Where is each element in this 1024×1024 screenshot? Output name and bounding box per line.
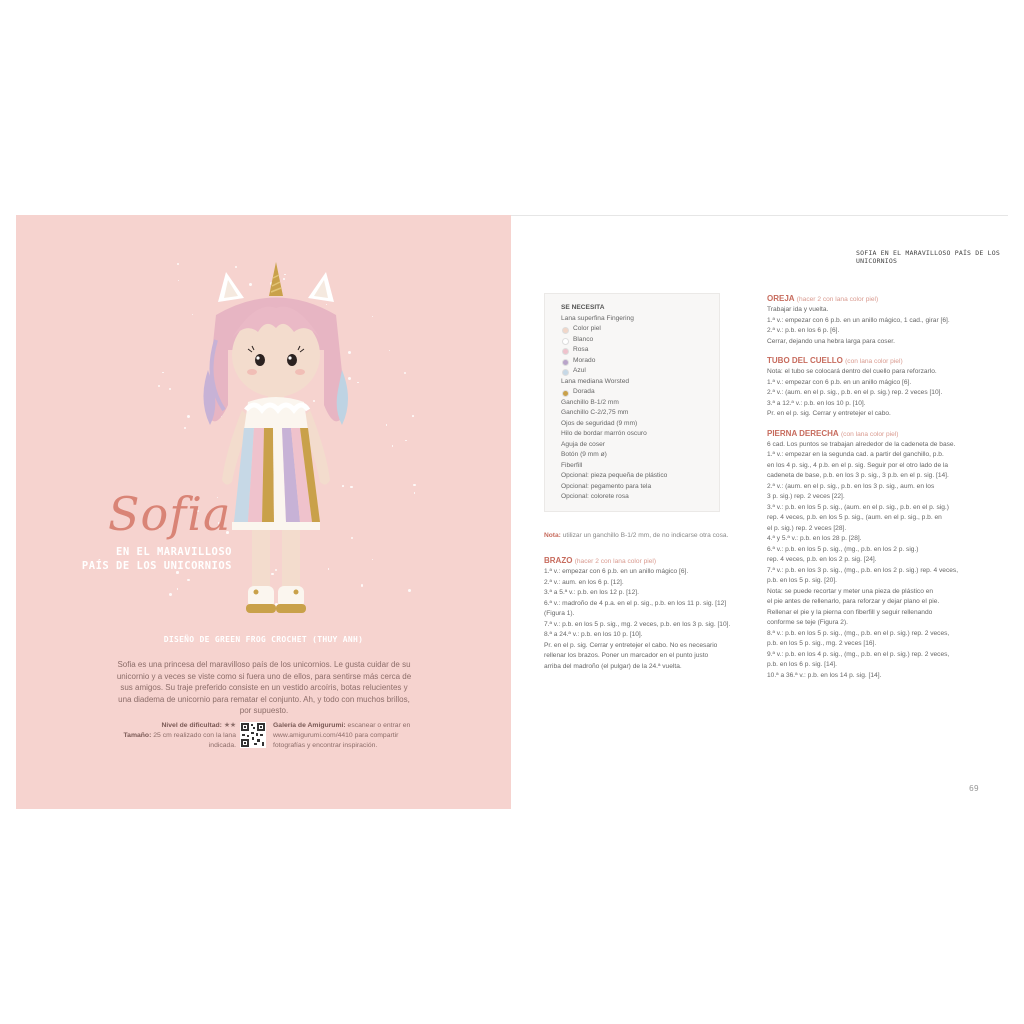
materials-color-item <box>561 356 719 367</box>
difficulty-value: ★★ <box>223 722 236 729</box>
subtitle-line: PAÍS DE LOS UNICORNIOS <box>81 560 232 572</box>
sparkle-icon <box>192 314 193 315</box>
note-text: utilizar un ganchillo B-1/2 mm, de no indicarse otra cosa. <box>562 532 729 539</box>
difficulty-label: Nivel de dificultad: <box>161 722 222 729</box>
sparkle-icon <box>162 372 164 374</box>
gallery-label: Galería de Amigurumi: <box>273 722 346 729</box>
instruction-line: rellenar los brazos. Poner un marcador en el punto justo <box>544 652 709 659</box>
materials-item: Aguja de coser <box>561 440 605 448</box>
instruction-line: 2.ª v.: (aum. en el p. sig., p.b. en los 3 p. sig., aum. en los <box>767 482 935 490</box>
materials-color-item <box>561 335 719 346</box>
materials-item: Opcional: pegamento para tela <box>561 482 652 490</box>
sparkle-icon <box>177 263 179 265</box>
instruction-line: 7.ª v.: p.b. en los 5 p. sig., mg. 2 veces, p.b. en los 3 p. sig. [10]. <box>544 620 731 628</box>
section-title <box>767 428 982 440</box>
materials-box <box>544 293 720 512</box>
note-label: Nota: <box>544 532 561 539</box>
size-value: 25 cm realizado con la lana indicada. <box>153 732 236 749</box>
pattern-meta <box>112 721 236 751</box>
color-name: Azul <box>573 367 586 374</box>
sparkle-icon <box>414 492 415 493</box>
instructions-column-left <box>544 531 749 680</box>
materials-item: Fiberfill <box>561 461 583 469</box>
instruction-line: p.b. en los 6 p. sig. [14]. <box>767 661 838 668</box>
instruction-line: el p. sig.) rep. 2 veces [28]. <box>767 524 847 532</box>
sparkle-icon <box>413 484 416 487</box>
instruction-line: 2.ª v.: (aum. en el p. sig., p.b. en el p. sig.) rep. 2 veces [10]. <box>767 389 943 396</box>
pattern-subtitle <box>72 545 232 573</box>
sparkle-icon <box>372 316 373 317</box>
instruction-line: p.b. en los 5 p. sig., mg. 2 veces [16]. <box>767 640 877 647</box>
instruction-line: 6.ª v.: p.b. en los 5 p. sig., (mg., p.b. en los 2 p. sig.) <box>767 545 919 553</box>
color-swatch-icon <box>562 348 569 355</box>
instruction-line: 3.ª a 12.ª v.: p.b. en los 10 p. [10]. <box>767 399 866 407</box>
instruction-line: 6 cad. Los puntos se trabajan alrededor de la cadeneta de base. <box>767 440 956 448</box>
instruction-line: 3 p. sig.) rep. 2 veces [22]. <box>767 493 845 500</box>
instruction-line: 8.ª a 24.ª v.: p.b. en los 10 p. [10]. <box>544 631 643 638</box>
color-swatch-icon <box>562 369 569 376</box>
instruction-line: rep. 4 veces, p.b. en los 2 p. sig. [24]. <box>767 556 877 563</box>
color-name: Blanco <box>573 335 594 343</box>
section-subtitle: (hacer 2 con lana color piel) <box>796 296 879 303</box>
designer-credit: DISEÑO DE GREEN FROG CROCHET (THUY ANH) <box>163 635 364 644</box>
materials-item: Botón (9 mm ø) <box>561 451 607 458</box>
sparkle-icon <box>372 559 373 560</box>
instruction-line: 6.ª v.: madroño de 4 p.a. en el p. sig., p.b. en los 11 p. sig. [12] <box>544 599 727 607</box>
instructions-column-right <box>767 293 982 689</box>
sparkle-icon <box>412 415 414 417</box>
instruction-section <box>544 555 749 672</box>
sparkle-icon <box>392 445 394 447</box>
section-subtitle: (con lana color piel) <box>845 358 903 365</box>
materials-list <box>545 294 719 503</box>
sparkle-icon <box>187 579 189 581</box>
materials-item: Opcional: colorete rosa <box>561 493 629 500</box>
materials-item: Ganchillo B-1/2 mm <box>561 398 619 406</box>
section-title-text: TUBO DEL CUELLO <box>767 356 843 365</box>
materials-color-item <box>561 345 719 356</box>
instruction-line: 1.ª v.: empezar en la segunda cad. a partir del ganchillo, p.b. <box>767 451 944 458</box>
sparkle-icon <box>361 584 363 586</box>
instruction-line: 4.ª y 5.ª v.: p.b. en los 28 p. [28]. <box>767 535 862 542</box>
sparkle-icon <box>184 427 186 429</box>
instruction-line: Cerrar, dejando una hebra larga para coser. <box>767 337 895 345</box>
page-number: 69 <box>969 784 979 793</box>
section-subtitle: (con lana color piel) <box>840 430 899 438</box>
sparkle-icon <box>169 388 171 390</box>
gallery-info <box>273 721 423 751</box>
sparkle-icon <box>178 280 179 281</box>
instruction-line: conforme se teje (Figura 2). <box>767 619 848 626</box>
instruction-line: Trabajar ida y vuelta. <box>767 306 829 313</box>
materials-item: Opcional: pieza pequeña de plástico <box>561 472 668 479</box>
instruction-line: p.b. en los 5 p. sig. [20]. <box>767 577 838 584</box>
subtitle-line: EN EL MARAVILLOSO <box>116 546 232 558</box>
color-name: Rosa <box>573 346 589 353</box>
materials-item: Ojos de seguridad (9 mm) <box>561 419 638 427</box>
sparkle-icon <box>187 415 190 418</box>
right-page <box>511 215 1008 810</box>
left-page <box>16 215 511 809</box>
sparkle-icon <box>169 593 172 596</box>
sparkle-icon <box>386 424 388 426</box>
instruction-line: 3.ª a 5.ª v.: p.b. en los 12 p. [12]. <box>544 589 639 596</box>
pattern-title: Sofia <box>108 487 232 541</box>
sections-left <box>544 555 749 672</box>
color-swatch-icon <box>562 338 569 345</box>
materials-yarn-medium: Lana mediana Worsted <box>561 377 630 385</box>
color-name: Color piel <box>573 325 601 332</box>
gallery-text: escanear o entrar en www.amigurumi.com/4410 para compartir fotografías y encontrar inspiración. <box>273 722 411 749</box>
instruction-line: 3.ª v.: p.b. en los 5 p. sig., (aum. en el p. sig., p.b. en el p. sig.) <box>767 503 949 511</box>
instruction-line: rep. 4 veces, p.b. en los 5 p. sig., (aum. en el p. sig., p.b. en <box>767 514 942 521</box>
instruction-line: Rellenar el pie y la pierna con fiberfill y seguir rellenando <box>767 608 933 616</box>
materials-item: Hilo de bordar marrón oscuro <box>561 430 647 437</box>
instruction-line: 1.ª v.: empezar con 6 p.b. en un anillo mágico, 1 cad., girar [6]. <box>767 316 950 324</box>
color-name: Dorada <box>573 388 595 395</box>
qr-code-icon[interactable] <box>240 722 266 748</box>
section-subtitle: (hacer 2 con lana color piel) <box>574 558 657 565</box>
section-title <box>767 293 982 305</box>
instruction-line: el pie antes de rellenarlo, para reforzar y dejar plano el pie. <box>767 598 940 605</box>
color-name: Morado <box>573 356 596 364</box>
instruction-line: cadeneta de base, p.b. en los 3 p. sig., 3 p.b. en el p. sig. [14]. <box>767 472 949 479</box>
color-swatch-icon <box>562 390 569 397</box>
instruction-line: 7.ª v.: p.b. en los 3 p. sig., (mg., p.b. en los 2 p. sig.) rep. 4 veces, <box>767 566 959 574</box>
book-spread <box>16 215 1008 809</box>
instruction-line: Pr. en el p. sig. Cerrar y entretejer el cabo. <box>767 410 891 417</box>
running-header: SOFIA EN EL MARAVILLOSO PAÍS DE LOS UNICORNIOS <box>856 249 1000 265</box>
materials-color-item <box>561 366 719 377</box>
section-title-text: OREJA <box>767 294 795 303</box>
instruction-section <box>767 293 982 347</box>
sparkle-icon <box>177 588 179 590</box>
materials-title: SE NECESITA <box>561 304 605 311</box>
sparkle-icon <box>357 382 359 384</box>
hook-note <box>544 531 749 541</box>
instruction-line: 9.ª v.: p.b. en los 4 p. sig., (mg., p.b. en el p. sig.) rep. 2 veces, <box>767 650 950 658</box>
instruction-section <box>767 355 982 420</box>
instruction-line: 2.ª v.: p.b. en los 6 p. [6]. <box>767 327 840 334</box>
instruction-line: Nota: se puede recortar y meter una pieza de plástico en <box>767 587 934 595</box>
sparkle-icon <box>158 385 160 387</box>
instruction-line: 10.ª a 36.ª v.: p.b. en los 14 p. sig. [14]. <box>767 671 882 679</box>
instruction-line: 1.ª v.: empezar con 6 p.b. en un anillo mágico [6]. <box>767 378 912 386</box>
sparkle-icon <box>404 372 406 374</box>
color-swatch-icon <box>562 359 569 366</box>
section-title-text: PIERNA DERECHA <box>767 428 839 438</box>
size-label: Tamaño: <box>123 732 152 739</box>
sparkle-icon <box>405 440 406 441</box>
section-title-text: BRAZO <box>544 556 573 565</box>
materials-item: Ganchillo C-2/2,75 mm <box>561 409 629 416</box>
instruction-line: 2.ª v.: aum. en los 6 p. [12]. <box>544 578 624 586</box>
sparkle-icon <box>408 589 411 592</box>
instruction-line: arriba del madroño (el pulgar) de la 24.ª vuelta. <box>544 662 682 670</box>
color-swatch-icon <box>562 327 569 334</box>
instruction-line: 1.ª v.: empezar con 6 p.b. en un anillo mágico [6]. <box>544 568 689 575</box>
materials-yarn-fine: Lana superfina Fingering <box>561 314 634 322</box>
instruction-line: (Figura 1). <box>544 610 575 617</box>
section-title <box>544 555 749 567</box>
instruction-line: 8.ª v.: p.b. en los 5 p. sig., (mg., p.b. en el p. sig.) rep. 2 veces, <box>767 629 950 637</box>
instruction-line: Nota: el tubo se colocará dentro del cuello para reforzarlo. <box>767 368 937 375</box>
materials-color-item <box>561 324 719 335</box>
intro-paragraph: Sofia es una princesa del maravilloso país de los unicornios. Le gusta cuidar de su unicornio y a veces se viste como si fuera uno de ellos, para sentirse más cerca de sus amigos. Su traje preferido consiste en un vestido arcoíris, botas relucientes y una diadema de unicornio para rematar el conjunto. Ah, y todo con muchos brillos, por supuesto. <box>116 660 412 715</box>
sparkle-icon <box>389 350 390 351</box>
instruction-section <box>767 428 982 682</box>
instruction-line: en los 4 p. sig., 4 p.b. en el p. sig. Seguir por el otro lado de la <box>767 461 949 469</box>
section-title <box>767 355 982 367</box>
materials-color-item <box>561 387 719 398</box>
instruction-line: Pr. en el p. sig. Cerrar y entretejer el cabo. No es necesario <box>544 641 718 649</box>
